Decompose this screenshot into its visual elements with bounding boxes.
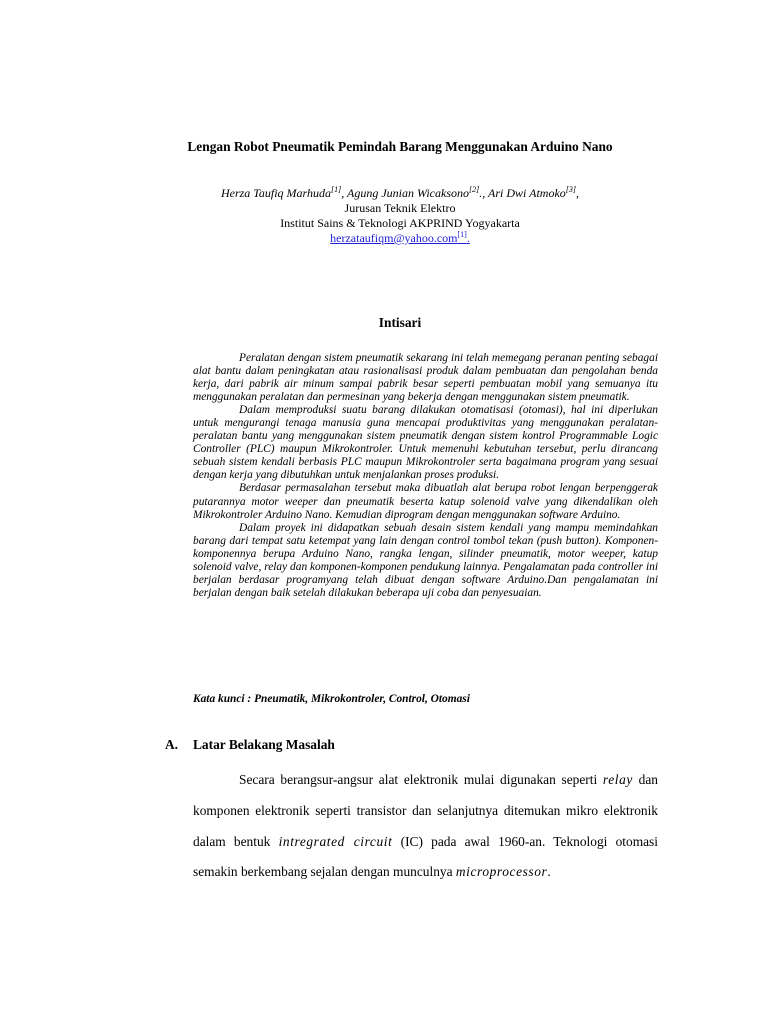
contact-email-link[interactable] [330, 231, 470, 245]
term-relay: relay [602, 772, 633, 787]
section-number: A. [165, 737, 179, 752]
body-paragraph [193, 765, 658, 888]
section-body [193, 765, 658, 888]
author-1-name: Herza Taufiq Marhuda [220, 186, 331, 200]
keywords: Kata kunci : Pneumatik, Mikrokontroler, Control, Otomasi [193, 693, 470, 705]
author-list [0, 186, 768, 201]
contact-email-mark: [1] [457, 230, 467, 239]
contact-email-line [0, 231, 768, 246]
term-integrated-circuit: intregrated circuit [278, 833, 393, 849]
author-2-affiliation-mark: [2] [469, 185, 480, 194]
author-3-affiliation-mark: [3] [565, 185, 577, 194]
author-block [0, 186, 768, 246]
author-1-affiliation-mark: [1] [331, 185, 342, 194]
body-text-part-3: (IC) pada awal 1960-an. Teknologi otomasi semakin berkembang sejalan dengan munculnya [193, 833, 658, 880]
author-3-name: ., Ari Dwi Atmoko [479, 186, 566, 200]
abstract-paragraph-1: Peralatan dengan sistem pneumatik sekarang ini telah memegang peranan penting sebagai alat bantu dalam peningkatan atau rasionalisasi produk dalam pembuatan dan pengolahan benda kerja, dari pabrik air minum sampai pabrik besar seperti pembuatan mobil yang semuanya itu menggunakan peralatan dan permesinan yang bekerja dengan menggunakan sistem pneumatik. [193, 352, 658, 404]
section-title: Latar Belakang Masalah [193, 737, 335, 752]
author-2-name: , Agung Junian Wicaksono [341, 186, 469, 200]
author-list-trailing: , [576, 186, 580, 200]
abstract-heading: Intisari [378, 315, 422, 330]
paper-title: Lengan Robot Pneumatik Pemindah Barang Menggunakan Arduino Nano [187, 139, 613, 154]
institution: Institut Sains & Teknologi AKPRIND Yogyakarta [280, 216, 520, 230]
department: Jurusan Teknik Elektro [344, 201, 456, 215]
contact-email-trailing: . [466, 231, 470, 245]
abstract-body [193, 352, 658, 600]
section-heading [165, 736, 335, 754]
abstract-paragraph-4: Dalam proyek ini didapatkan sebuah desain sistem kendali yang mampu memindahkan barang dari tempat satu ketempat yang lain dengan control tombol tekan (push button). Komponen-komponennya berupa Arduino Nano, rangka lengan, silinder pneumatik, motor weeper, katup solenoid valve, relay dan komponen-komponen pendukung lainnya. Pengalamatan pada controller ini berjalan berdasar programyang telah dibuat dengan software Arduino.Dan pengalamatan ini berjalan dengan baik setelah dilakukan beberapa uji coba dan penyesuaian. [193, 521, 658, 599]
body-text-part-2: dan komponen elektronik seperti transistor dan selanjutnya ditemukan mikro elektronik dalam bentuk [193, 772, 658, 849]
abstract-paragraph-2: Dalam memproduksi suatu barang dilakukan otomatisasi (otomasi), hal ini diperlukan untuk mengurangi tenaga manusia guna mencapai produktivitas yang menggunakan peralatan-peralatan bantu yang menggunakan sistem pneumatik dengan sistem kontrol Programmable Logic Controller (PLC) maupun Mikrokontroler. Untuk memenuhi kebutuhan tersebut, perlu dirancang sebuah sistem kendali berbasis PLC maupun Mikrokontroler serta bagaimana program yang sesuai dengan kerja yang dibutuhkan untuk menjalankan proses produksi. [193, 404, 658, 482]
abstract-paragraph-3: Berdasar permasalahan tersebut maka dibuatlah alat berupa robot lengan berpenggerak putarannya motor weeper dan pneumatik beserta katup solenoid valve yang dikendalikan oleh Mikrokontroler Arduino Nano. Kemudian diprogram dengan menggunakan software Arduino. [193, 482, 658, 521]
body-text-end: . [547, 864, 551, 880]
contact-email-address: herzataufiqm@yahoo.com [330, 231, 458, 245]
term-microprocessor: microprocessor [455, 864, 548, 880]
body-text-part-1: Secara berangsur-angsur alat elektronik mulai digunakan seperti [239, 772, 603, 787]
